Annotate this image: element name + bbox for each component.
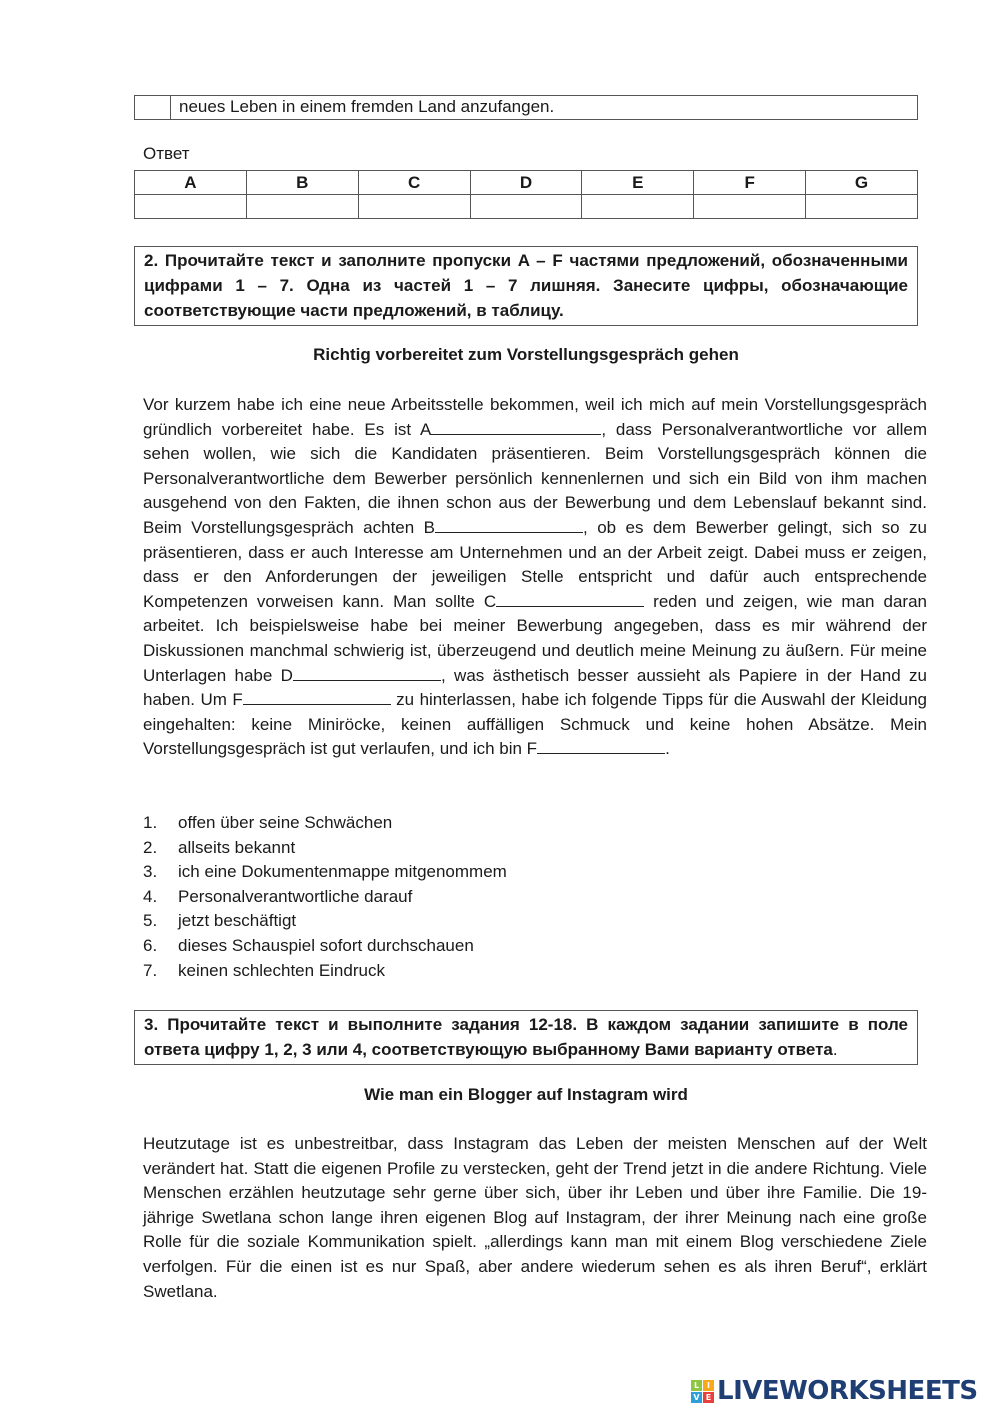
task2-title: Richtig vorbereitet zum Vorstellungsgespräch gehen <box>313 345 739 364</box>
col-header-d: D <box>470 171 582 195</box>
answer-table-inputs <box>135 195 918 219</box>
col-header-c: C <box>358 171 470 195</box>
gap-b-input[interactable] <box>435 517 583 533</box>
text-segment-5: , was ästhetisch besser aussieht als Papiere in der Hand zu haben. Um F <box>143 665 928 710</box>
answer-cell-e[interactable] <box>582 195 694 219</box>
answer-cell-c[interactable] <box>358 195 470 219</box>
answer-label: Ответ <box>143 144 190 163</box>
task2-instruction: 2. Прочитайте текст и заполните пропуски A – F частями предложений, обозначенными цифрами 1 – 7. Одна из частей 1 – 7 лишняя. Занесите цифры, обозначающие соответствующие части предложений, в таблицу. <box>134 246 918 326</box>
task2-options-list <box>143 811 507 983</box>
text-segment-3: , ob es dem Bewerber gelingt, sich so zu präsentieren, dass er auch Interesse am Unternehmen und an der Arbeit zeigt. Dabei muss er zeigen, dass er den Anforderungen der jeweiligen Stelle entspricht und dafür auch entsprechende Kompetenzen vorweisen kann. Man sollte C <box>143 517 927 611</box>
liveworksheets-logo <box>691 1376 978 1406</box>
text-segment-7: . <box>665 739 670 759</box>
answer-table <box>134 170 918 219</box>
gap-c-input[interactable] <box>496 591 644 607</box>
row-text: neues Leben in einem fremden Land anzufangen. <box>179 97 555 116</box>
task2-text <box>143 393 927 762</box>
col-header-b: B <box>246 171 358 195</box>
task3-title: Wie man ein Blogger auf Instagram wird <box>364 1085 688 1104</box>
text-segment-2: , dass Personalverantwortliche vor allem sehen wollen, wie sich die Kandidaten präsentieren. Beim Vorstellungsgespräch können die Personalverantwortliche dem Bewerber persönlich kennenlernen und sich ein Bild von ihm machen ausgehend von den Fakten, die ihnen schon aus der Bewerbung und dem Lebenslauf bekannt sind. Beim Vorstellungsgespräch achten B <box>143 419 928 537</box>
col-header-a: A <box>135 171 247 195</box>
gap-f-input[interactable] <box>537 738 665 754</box>
previous-task-row <box>134 95 918 120</box>
answer-table-header <box>135 171 918 195</box>
col-header-f: F <box>694 171 806 195</box>
text-segment-6: zu hinterlassen, habe ich folgende Tipps für die Auswahl der Kleidung eingehalten: keine Miniröcke, keinen auffälligen Schmuck und keine hohen Absätze. Mein Vorstellungsgespräch ist gut verlaufen, und ich bin F <box>143 690 927 759</box>
text-segment-4: reden und zeigen, wie man daran arbeitet. Ich beispielsweise habe bei meiner Bewerbung angegeben, dass es mir während der Diskussionen manchmal schwierig ist, überzeugend und deutlich meine Meinung zu äußern. Für meine Unterlagen habe D <box>143 591 927 685</box>
answer-cell-g[interactable] <box>806 195 918 219</box>
option-item: 4. Personalverantwortliche darauf <box>143 886 413 906</box>
row-number-cell <box>135 96 171 119</box>
option-item: 1. offen über seine Schwächen <box>143 813 393 832</box>
text-segment-1: Vor kurzem habe ich eine neue Arbeitsstelle bekommen, weil ich mich auf mein Vorstellungsgespräch gründlich vorbereitet habe. Es ist A <box>143 395 927 439</box>
col-header-g: G <box>806 171 918 195</box>
option-item: 6. dieses Schauspiel sofort durchschauen <box>143 935 474 955</box>
answer-cell-b[interactable] <box>246 195 358 219</box>
task3-text: Heutzutage ist es unbestreitbar, dass Instagram das Leben der meisten Menschen auf der Welt verändert hat. Statt die eigenen Profile zu verstecken, geht der Trend jetzt in die andere Richtung. Viele Menschen erzählen heutzutage sehr gerne über sich, über ihr Leben und über ihre Familie. Die 19-jährige Swetlana schon lange ihren eigenen Blog auf Instagram, der ihrer Meinung nach eine große Rolle für die soziale Kommunikation spielt. „allerdings kann man mit einem Blog verschiedene Ziele verfolgen. Für die einen ist es nur Spaß, aber andere wiederum sehen es als ihren Beruf“, erklärt Swetlana. <box>143 1134 927 1301</box>
option-item: 3. ich eine Dokumentenmappe mitgenommem <box>143 862 507 882</box>
gap-d-input[interactable] <box>293 665 441 681</box>
gap-e-input[interactable] <box>243 689 391 705</box>
answer-cell-a[interactable] <box>135 195 247 219</box>
answer-cell-f[interactable] <box>694 195 806 219</box>
option-item: 2. allseits bekannt <box>143 837 296 857</box>
option-item: 7. keinen schlechten Eindruck <box>143 960 385 980</box>
task3-instruction: 3. Прочитайте текст и выполните задания 12-18. В каждом задании запишите в поле ответа цифру 1, 2, 3 или 4, соответствующую выбранному Вами варианту ответа. <box>134 1010 918 1065</box>
logo-icon: L I V E <box>691 1380 714 1403</box>
logo-text: LIVEWORKSHEETS <box>717 1376 978 1406</box>
col-header-e: E <box>582 171 694 195</box>
gap-a-input[interactable] <box>431 419 601 435</box>
answer-cell-d[interactable] <box>470 195 582 219</box>
option-item: 5. jetzt beschäftigt <box>143 911 297 931</box>
